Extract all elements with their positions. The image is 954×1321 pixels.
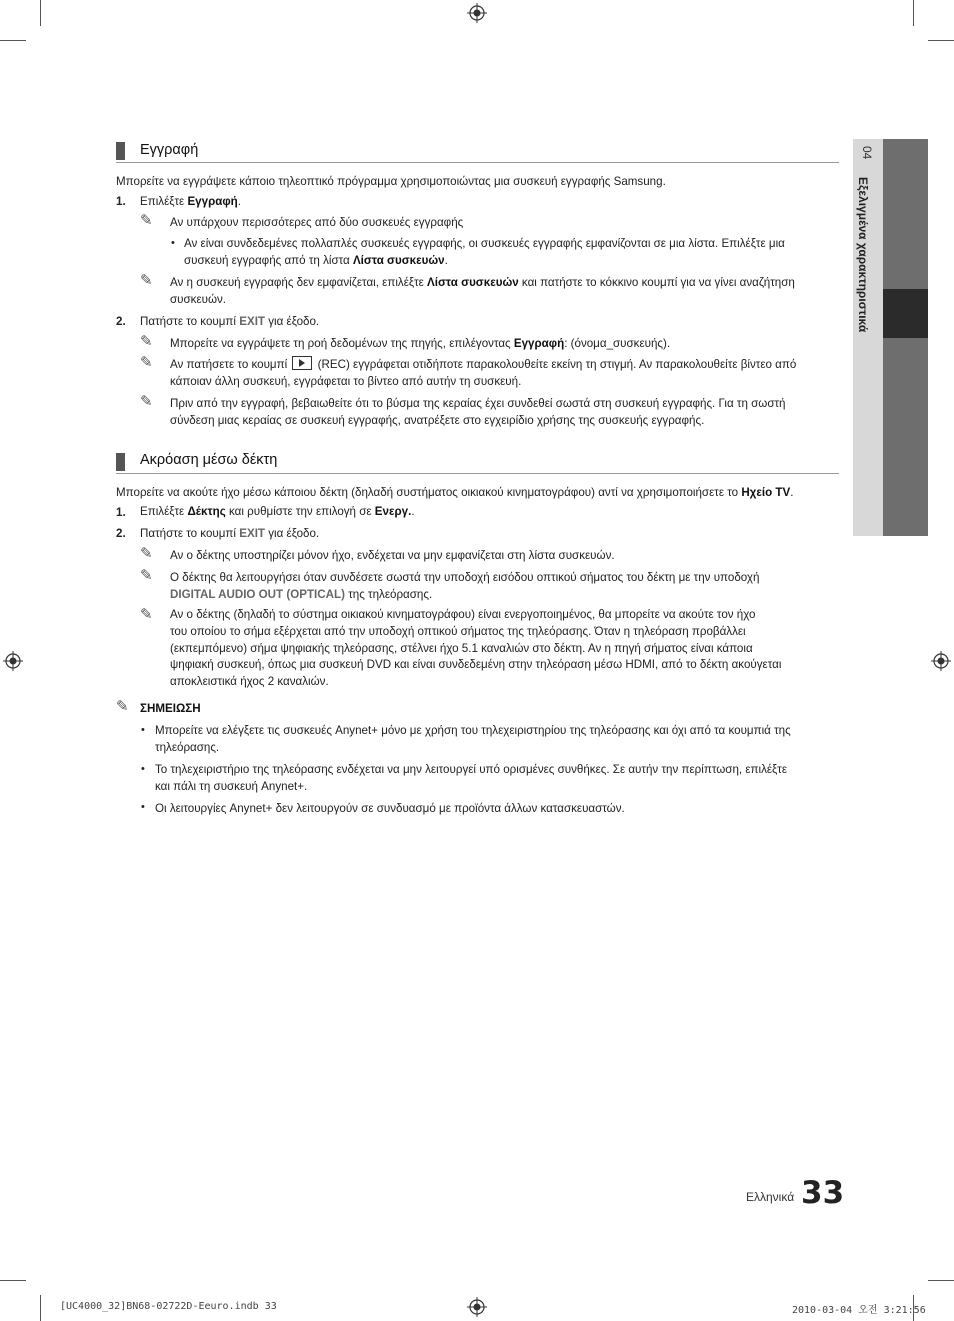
print-date: 2010-03-04 오전 3:21:56 <box>792 1305 926 1316</box>
step-number: 1. <box>116 506 126 519</box>
bullet-icon: • <box>141 763 145 775</box>
note-text: Μπορείτε να εγγράψετε τη ροή δεδομένων της πηγής, επιλέγοντας Εγγραφή: (όνομα_συσκευής). <box>170 337 671 350</box>
registration-mark-icon <box>467 3 487 23</box>
side-tab-active-block <box>883 289 928 338</box>
note-item: Μπορείτε να ελέγξετε τις συσκευές Anynet+ μόνο με χρήση του τηλεχειριστηρίου της τηλεόρασης και όχι από τα κουμπιά της τηλεόρασης. <box>155 724 791 754</box>
footer-language: Ελληνικά <box>746 1190 795 1204</box>
bullet-icon: • <box>141 801 145 813</box>
chapter-number: 04 <box>860 146 874 160</box>
step-number: 2. <box>116 315 126 328</box>
memo-icon: ✎ <box>140 545 153 562</box>
registration-mark-icon <box>931 651 951 671</box>
crop-mark <box>0 40 26 41</box>
notes-heading: ΣΗΜΕΙΩΣΗ <box>140 702 201 715</box>
registration-mark-icon <box>467 1297 487 1317</box>
memo-icon: ✎ <box>140 212 153 229</box>
step-text: Επιλέξτε Εγγραφή. <box>140 195 241 208</box>
section-intro: Μπορείτε να εγγράψετε κάποιο τηλεοπτικό πρόγραμμα χρησιμοποιώντας μια συσκευή εγγραφής Samsung. <box>116 175 666 188</box>
crop-mark <box>40 0 41 26</box>
note-text: Ο δέκτης θα λειτουργήσει όταν συνδέσετε σωστά την υποδοχή εισόδου οπτικού σήματος του δέκτη με την υποδοχή DIGITAL AUDIO OUT (OPTICAL) της τηλεόρασης. <box>170 571 760 601</box>
note-item: Οι λειτουργίες Anynet+ δεν λειτουργούν σε συνδυασμό με προϊόντα άλλων κατασκευαστών. <box>155 802 625 815</box>
crop-mark <box>928 1280 954 1281</box>
step-text: Πατήστε το κουμπί EXIT για έξοδο. <box>140 315 320 328</box>
crop-mark <box>40 1295 41 1321</box>
section-intro: Μπορείτε να ακούτε ήχο μέσω κάποιου δέκτη (δηλαδή συστήματος οικιακού κινηματογράφου) αντί να χρησιμοποιήσετε το Ηχείο TV. <box>116 486 794 499</box>
step-number: 2. <box>116 527 126 540</box>
note-text: Πριν από την εγγραφή, βεβαιωθείτε ότι το βύσμα της κεραίας έχει συνδεθεί σωστά στη συσκευή εγγραφής. Για τη σωστή σύνδεση μιας κεραίας σε συσκευή εγγραφής, ανατρέξετε στο εγχειρίδιο χρήσης της συσκευής εγγραφής. <box>170 397 786 427</box>
memo-icon: ✎ <box>140 606 153 623</box>
step-text: Επιλέξτε Δέκτης και ρυθμίστε την επιλογή σε Ενεργ.. <box>140 505 415 518</box>
section-rule <box>116 473 839 474</box>
bullet-text: Αν είναι συνδεδεμένες πολλαπλές συσκευές εγγραφής, οι συσκευές εγγραφής εμφανίζονται σε μια λίστα. Επιλέξτε μια συσκευή εγγραφής από τη λίστα Λίστα συσκευών. <box>184 237 785 267</box>
rec-button-icon <box>292 356 312 370</box>
memo-icon: ✎ <box>140 567 153 584</box>
section-marker <box>116 142 125 160</box>
section-title: Εγγραφή <box>140 142 199 158</box>
chapter-title: Εξελιγμένα χαρακτηριστικά <box>856 177 870 333</box>
side-tab-block <box>883 139 928 289</box>
registration-mark-icon <box>3 651 23 671</box>
crop-mark <box>928 40 954 41</box>
step-text: Πατήστε το κουμπί EXIT για έξοδο. <box>140 527 320 540</box>
page-number: 33 <box>801 1175 845 1211</box>
note-text: Αν πατήσετε το κουμπί (REC) εγγράφεται οτιδήποτε παρακολουθείτε εκείνη τη στιγμή. Αν παρακολουθείτε βίντεο από κάποιαν άλλη συσκευή, εγγράφεται το βίντεο από αυτήν τη συσκευή. <box>170 358 797 388</box>
bullet-icon: • <box>171 237 175 249</box>
crop-mark <box>0 1280 26 1281</box>
section-title: Ακρόαση μέσω δέκτη <box>140 452 278 468</box>
memo-icon: ✎ <box>140 272 153 289</box>
memo-icon: ✎ <box>140 393 153 410</box>
note-item: Το τηλεχειριστήριο της τηλεόρασης ενδέχεται να μην λειτουργεί υπό ορισμένες συνθήκες. Σε αυτήν την περίπτωση, επιλέξτε και πάλι τη συσκευή Anynet+. <box>155 763 787 793</box>
note-text: Αν ο δέκτης υποστηρίζει μόνον ήχο, ενδέχεται να μην εμφανίζεται στη λίστα συσκευών. <box>170 549 615 562</box>
note-text: Αν η συσκευή εγγραφής δεν εμφανίζεται, επιλέξτε Λίστα συσκευών και πατήστε το κόκκινο κουμπί για να γίνει αναζήτηση συσκευών. <box>170 276 795 306</box>
crop-mark <box>913 0 914 26</box>
bullet-icon: • <box>141 724 145 736</box>
memo-icon: ✎ <box>140 333 153 350</box>
side-tab-block <box>883 338 928 536</box>
section-rule <box>116 162 839 163</box>
memo-icon: ✎ <box>116 698 129 715</box>
note-text: Αν υπάρχουν περισσότερες από δύο συσκευές εγγραφής <box>170 216 464 229</box>
print-file-info: [UC4000_32]BN68-02722D-Eeuro.indb 33 <box>60 1301 277 1312</box>
side-tab-label <box>856 146 880 536</box>
section-marker <box>116 453 125 471</box>
memo-icon: ✎ <box>140 354 153 371</box>
note-text: Αν ο δέκτης (δηλαδή το σύστημα οικιακού κινηματογράφου) είναι ενεργοποιημένος, θα μπορείτε να ακούτε τον ήχο του οποίου το σήμα εξέρχεται από την υποδοχή οπτικού σήματος της τηλεόρασης. Όταν η τηλεόραση προβάλλει (εκπεμπόμενο) σήμα ψηφιακής τηλεόρασης, στέλνει ήχο 5.1 καναλιών στο δέκτη. Αν η πηγή σήματος είναι κάποια ψηφιακή συσκευή, όπως μια συσκευή DVD και είναι συνδεδεμένη στην τηλεόραση μέσω HDMI, από το δέκτη ακούγεται αποκλειστικά ήχος 2 καναλιών. <box>170 608 782 689</box>
step-number: 1. <box>116 195 126 208</box>
